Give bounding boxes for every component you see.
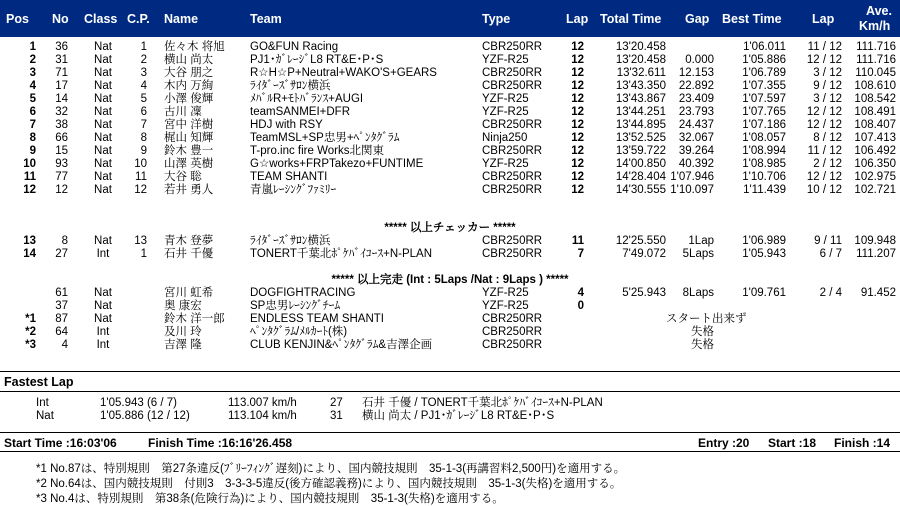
entry-count: Entry :20 — [698, 436, 750, 450]
cell-name: 鈴木 豊一 — [164, 145, 214, 157]
cell-best-time: 1'05.886 — [742, 54, 786, 66]
cell-cp: 2 — [140, 54, 147, 66]
cell-name: 小澤 俊輝 — [164, 93, 214, 105]
cell-name: 大谷 聡 — [164, 171, 202, 183]
cell-total-time: 7'49.072 — [622, 248, 666, 260]
cell-ave-speed: 107.413 — [854, 132, 896, 144]
cell-team: TeamMSL+SP忠男+ﾍﾟﾝﾀｸﾞﾗﾑ — [250, 132, 400, 144]
cell-name: 宮川 虹希 — [164, 287, 214, 299]
cell-no: 66 — [55, 132, 68, 144]
cell-name: 青木 登夢 — [164, 235, 214, 247]
cell-pos: 13 — [23, 235, 36, 247]
cell-best-time: 1'05.943 — [742, 248, 786, 260]
cell-type: CBR250RR — [482, 171, 543, 183]
cell-total-time: 13'43.350 — [615, 80, 666, 92]
header-name: Name — [164, 12, 199, 26]
cell-best-time: 1'09.761 — [742, 287, 786, 299]
cell-gap: 1'10.097 — [670, 184, 714, 196]
cell-no: 15 — [55, 145, 68, 157]
cell-lap: 12 — [571, 171, 584, 183]
cell-pos: 10 — [23, 158, 36, 170]
cell-type: YZF-R25 — [482, 93, 529, 105]
cell-type: CBR250RR — [482, 235, 543, 247]
cell-type: YZF-R25 — [482, 300, 529, 312]
cell-total-time: 13'20.458 — [615, 41, 666, 53]
table-row — [0, 80, 900, 92]
fastest-no: 27 — [330, 397, 343, 409]
cell-no: 64 — [55, 326, 68, 338]
cell-lap: 11 — [571, 235, 584, 247]
note-2: *2 No.64は、国内競技規則 付則3 3-3-3-5違反(後方確認義務)により、国内競技規則 35-1-3(失格)を適用する。 — [36, 478, 622, 490]
cell-pos: *2 — [25, 326, 36, 338]
cell-no: 77 — [55, 171, 68, 183]
cell-pos: *1 — [25, 313, 36, 325]
cell-best-lap: 12 / 12 — [806, 54, 842, 66]
cell-team: HDJ with RSY — [250, 119, 323, 131]
fastest-lap-row — [0, 397, 900, 409]
cell-gap: 24.437 — [678, 119, 714, 131]
header-type: Type — [482, 12, 511, 26]
cell-name: 山澤 英樹 — [164, 158, 214, 170]
header-cp: C.P. — [127, 12, 150, 26]
cell-best-time: 1'07.765 — [742, 106, 786, 118]
cell-pos: 14 — [23, 248, 36, 260]
cell-no: 93 — [55, 158, 68, 170]
cell-cp: 1 — [140, 248, 147, 260]
cell-best-lap: 12 / 12 — [806, 119, 842, 131]
cell-best-lap: 12 / 12 — [806, 171, 842, 183]
cell-name: 宮中 洋樹 — [164, 119, 214, 131]
header-team: Team — [250, 12, 282, 26]
header-gap: Gap — [685, 12, 710, 26]
header-kmh: Km/h — [859, 19, 891, 33]
header-best-lap: Lap — [812, 12, 835, 26]
cell-lap: 12 — [571, 184, 584, 196]
cell-type: YZF-R25 — [482, 158, 529, 170]
cell-name: 木内 万絢 — [164, 80, 214, 92]
cell-class: Nat — [94, 184, 112, 196]
header-lap: Lap — [566, 12, 589, 26]
cell-name: 横山 尚太 — [164, 54, 214, 66]
table-row — [0, 41, 900, 53]
table-row — [0, 132, 900, 144]
cell-no: 37 — [55, 300, 68, 312]
cell-gap: 12.153 — [678, 67, 714, 79]
table-row — [0, 171, 900, 183]
cell-cp: 5 — [140, 93, 147, 105]
fastest-class: Int — [36, 397, 49, 409]
cell-team: ﾒﾊﾞﾙR+ﾓﾄﾊﾞﾗﾝｽ+AUGI — [250, 93, 364, 105]
cell-best-time: 1'10.706 — [742, 171, 786, 183]
cell-class: Nat — [94, 313, 112, 325]
cell-type: Ninja250 — [482, 132, 528, 144]
cell-class: Nat — [94, 67, 112, 79]
cell-team: TEAM SHANTI — [250, 171, 328, 183]
cell-type: CBR250RR — [482, 184, 543, 196]
cell-lap: 12 — [571, 54, 584, 66]
cell-team: DOGFIGHTRACING — [250, 287, 356, 299]
cell-lap: 0 — [577, 300, 584, 312]
cell-name: 石井 千優 — [164, 248, 214, 260]
cell-name: 吉澤 隆 — [164, 339, 202, 351]
cell-no: 8 — [61, 235, 68, 247]
cell-team: teamSANMEI+DFR — [250, 106, 351, 118]
cell-no: 87 — [55, 313, 68, 325]
cell-name: 奥 康宏 — [164, 300, 202, 312]
cell-no: 27 — [55, 248, 68, 260]
cell-name: 佐々木 将旭 — [164, 41, 225, 53]
cell-gap: 0.000 — [685, 54, 714, 66]
cell-type: YZF-R25 — [482, 54, 529, 66]
cell-team: ﾗｲﾀﾞｰｽﾞｻﾛﾝ横浜 — [250, 80, 331, 92]
cell-gap: 1Lap — [688, 235, 714, 247]
cell-type: CBR250RR — [482, 145, 543, 157]
fastest-time: 1'05.886 (12 / 12) — [100, 410, 190, 422]
cell-best-time: 1'06.011 — [743, 41, 786, 53]
cell-no: 71 — [55, 67, 68, 79]
cell-team: PJ1･ｶﾞﾚｰｼﾞL8 RT&E･P･S — [250, 54, 384, 66]
cell-no: 31 — [55, 54, 68, 66]
cell-pos: 11 — [23, 171, 36, 183]
cell-class: Nat — [94, 80, 112, 92]
cell-total-time: 13'52.525 — [615, 132, 666, 144]
divider — [0, 432, 900, 433]
divider — [0, 391, 900, 392]
cell-total-time: 14'28.404 — [615, 171, 666, 183]
fastest-no: 31 — [330, 410, 343, 422]
fastest-lap-row — [0, 410, 900, 422]
header-no: No — [52, 12, 69, 26]
cell-best-lap: 2 / 4 — [819, 287, 842, 299]
cell-best-lap: 3 / 12 — [813, 67, 842, 79]
fastest-class: Nat — [36, 410, 54, 422]
cell-best-time: 1'06.989 — [742, 235, 786, 247]
cell-lap: 7 — [577, 248, 584, 260]
cell-ave-speed: 102.721 — [854, 184, 896, 196]
checker-banner: ***** 以上チェッカー ***** — [384, 222, 516, 234]
cell-ave-speed: 102.975 — [854, 171, 896, 183]
cell-name: 大谷 朋之 — [164, 67, 214, 79]
cell-cp: 7 — [140, 119, 147, 131]
table-row — [0, 235, 900, 247]
cell-best-time: 1'11.439 — [743, 184, 786, 196]
cell-best-lap: 2 / 12 — [813, 158, 842, 170]
cell-team: T-pro.inc fire Works北関東 — [250, 145, 384, 157]
cell-gap: 23.793 — [678, 106, 714, 118]
cell-cp: 12 — [134, 184, 147, 196]
cell-best-lap: 8 / 12 — [813, 132, 842, 144]
cell-team: ﾍﾟﾝﾀｸﾞﾗﾑ/ﾒﾙｶｰﾄ(株) — [250, 326, 348, 338]
cell-total-time: 12'25.550 — [615, 235, 666, 247]
cell-name: 鈴木 洋一郎 — [164, 313, 225, 325]
cell-lap: 12 — [571, 158, 584, 170]
cell-gap: 23.409 — [678, 93, 714, 105]
cell-class: Nat — [94, 145, 112, 157]
cell-type: CBR250RR — [482, 313, 543, 325]
cell-best-lap: 11 / 12 — [807, 41, 842, 53]
cell-cp: 13 — [134, 235, 147, 247]
cell-class: Nat — [94, 235, 112, 247]
cell-cp: 1 — [140, 41, 147, 53]
cell-lap: 12 — [571, 119, 584, 131]
cell-best-time: 1'07.186 — [742, 119, 786, 131]
cell-class: Nat — [94, 93, 112, 105]
cell-gap: 1'07.946 — [670, 171, 714, 183]
finish-time: Finish Time :16:16'26.458 — [148, 436, 293, 450]
cell-team: CLUB KENJIN&ﾍﾟﾝﾀｸﾞﾗﾑ&吉澤企画 — [250, 339, 433, 351]
cell-no: 32 — [55, 106, 68, 118]
cell-pos: 2 — [29, 54, 36, 66]
fastest-speed: 113.104 km/h — [228, 410, 297, 422]
cell-type: CBR250RR — [482, 41, 543, 53]
start-count: Start :18 — [768, 436, 817, 450]
cell-best-lap: 10 / 12 — [806, 184, 842, 196]
cell-class: Nat — [94, 171, 112, 183]
cell-type: CBR250RR — [482, 326, 543, 338]
table-row — [0, 54, 900, 66]
table-row — [0, 93, 900, 105]
table-row — [0, 106, 900, 118]
cell-class: Nat — [94, 158, 112, 170]
divider — [0, 371, 900, 372]
cell-team: R☆H☆P+Neutral+WAKO'S+GEARS — [250, 67, 437, 79]
cell-best-lap: 6 / 7 — [819, 248, 842, 260]
cell-class: Nat — [94, 119, 112, 131]
cell-pos: 4 — [29, 80, 36, 92]
header-pos: Pos — [6, 12, 29, 26]
cell-no: 4 — [61, 339, 68, 351]
fastest-time: 1'05.943 (6 / 7) — [100, 397, 177, 409]
cell-cp: 4 — [140, 80, 147, 92]
cell-no: 12 — [55, 184, 68, 196]
cell-total-time: 13'43.867 — [615, 93, 666, 105]
cell-best-lap: 12 / 12 — [806, 106, 842, 118]
cell-lap: 4 — [577, 287, 584, 299]
cell-class: Nat — [94, 41, 112, 53]
note-1: *1 No.87は、特別規則 第27条違反(ﾌﾞﾘｰﾌｨﾝｸﾞ遅刻)により、国内競技規則 35-1-3(再講習料2,500円)を適用する。 — [36, 463, 626, 475]
table-row — [0, 287, 900, 299]
cell-gap: 5Laps — [682, 248, 714, 260]
header-best-time: Best Time — [722, 12, 782, 26]
cell-pos: 3 — [29, 67, 36, 79]
cell-pos: 8 — [29, 132, 36, 144]
cell-pos: 7 — [29, 119, 36, 131]
cell-class: Nat — [94, 287, 112, 299]
table-row — [0, 119, 900, 131]
cell-lap: 12 — [571, 80, 584, 92]
cell-cp: 11 — [135, 171, 147, 183]
cell-type: CBR250RR — [482, 339, 543, 351]
cell-team: SP忠男ﾚｰｼﾝｸﾞﾁｰﾑ — [250, 300, 341, 312]
start-time: Start Time :16:03'06 — [4, 436, 117, 450]
cell-best-lap: 3 / 12 — [813, 93, 842, 105]
cell-lap: 12 — [571, 67, 584, 79]
table-row — [0, 145, 900, 157]
finish-banner: ***** 以上完走 (Int : 5Laps /Nat : 9Laps ) ***** — [331, 274, 569, 286]
cell-pos: 5 — [29, 93, 36, 105]
cell-team: ﾗｲﾀﾞｰｽﾞｻﾛﾝ横浜 — [250, 235, 331, 247]
cell-ave-speed: 106.492 — [854, 145, 896, 157]
table-row — [0, 248, 900, 260]
cell-best-time: 1'07.597 — [742, 93, 786, 105]
cell-team: 青嵐ﾚｰｼﾝｸﾞﾌｧﾐﾘｰ — [250, 184, 337, 196]
cell-no: 14 — [55, 93, 68, 105]
finish-count: Finish :14 — [834, 436, 891, 450]
cell-team: G☆works+FRPTakezo+FUNTIME — [250, 158, 424, 170]
cell-type: YZF-R25 — [482, 287, 529, 299]
table-row — [0, 184, 900, 196]
cell-type: YZF-R25 — [482, 106, 529, 118]
table-row — [0, 300, 900, 312]
cell-pos: *3 — [25, 339, 36, 351]
cell-gap: 39.264 — [678, 145, 714, 157]
cell-gap: 40.392 — [678, 158, 714, 170]
cell-class: Nat — [94, 132, 112, 144]
cell-team: ENDLESS TEAM SHANTI — [250, 313, 384, 325]
cell-total-time: 13'44.895 — [615, 119, 666, 131]
cell-cp: 9 — [140, 145, 147, 157]
cell-lap: 12 — [571, 93, 584, 105]
cell-total-time: 5'25.943 — [622, 287, 666, 299]
cell-ave-speed: 106.350 — [854, 158, 896, 170]
cell-type: CBR250RR — [482, 80, 543, 92]
cell-lap: 12 — [571, 106, 584, 118]
cell-type: CBR250RR — [482, 119, 543, 131]
cell-no: 36 — [55, 41, 68, 53]
cell-type: CBR250RR — [482, 248, 543, 260]
cell-best-lap: 9 / 12 — [813, 80, 842, 92]
cell-total-time: 13'44.251 — [615, 106, 666, 118]
cell-name: 梶山 知輝 — [164, 132, 214, 144]
cell-ave-speed: 109.948 — [854, 235, 896, 247]
cell-no: 38 — [55, 119, 68, 131]
cell-type: CBR250RR — [482, 67, 543, 79]
cell-best-time: 1'08.985 — [742, 158, 786, 170]
cell-lap: 12 — [571, 41, 584, 53]
cell-total-time: 13'59.722 — [615, 145, 666, 157]
cell-best-lap: 9 / 11 — [814, 235, 842, 247]
fastest-rider: 石井 千優 / TONERT千葉北ﾎﾟｹﾊﾞｲｺｰｽ+N-PLAN — [362, 397, 603, 409]
cell-class: Int — [96, 326, 110, 338]
cell-ave-speed: 108.407 — [854, 119, 896, 131]
fastest-rider: 横山 尚太 / PJ1･ｶﾞﾚｰｼﾞL8 RT&E･P･S — [362, 410, 555, 422]
cell-pos: 12 — [23, 184, 36, 196]
cell-class: Nat — [94, 300, 112, 312]
cell-class: Int — [96, 339, 110, 351]
cell-lap: 12 — [571, 145, 584, 157]
cell-best-lap: 11 / 12 — [807, 145, 842, 157]
fastest-speed: 113.007 km/h — [228, 397, 297, 409]
cell-total-time: 13'32.611 — [616, 67, 666, 79]
cell-ave-speed: 108.491 — [854, 106, 896, 118]
header-total-time: Total Time — [600, 12, 662, 26]
table-row — [0, 339, 900, 351]
cell-gap: 8Laps — [682, 287, 714, 299]
cell-ave-speed: 108.610 — [854, 80, 896, 92]
cell-ave-speed: 111.716 — [856, 41, 896, 53]
cell-ave-speed: 91.452 — [860, 287, 896, 299]
cell-name: 若井 勇人 — [164, 184, 214, 196]
results-table-header — [0, 0, 900, 37]
cell-ave-speed: 110.045 — [855, 67, 896, 79]
header-ave: Ave. — [866, 4, 892, 18]
cell-gap: スタート出来ず — [666, 313, 747, 325]
cell-total-time: 14'00.850 — [615, 158, 666, 170]
cell-class: Nat — [94, 54, 112, 66]
cell-cp: 3 — [140, 67, 147, 79]
cell-no: 61 — [55, 287, 68, 299]
cell-gap: 32.067 — [678, 132, 714, 144]
cell-gap: 失格 — [691, 326, 714, 338]
cell-class: Int — [96, 248, 110, 260]
cell-class: Nat — [94, 106, 112, 118]
cell-ave-speed: 111.716 — [856, 54, 896, 66]
fastest-lap-title: Fastest Lap — [4, 375, 74, 389]
table-row — [0, 326, 900, 338]
divider — [0, 451, 900, 452]
cell-best-time: 1'08.994 — [742, 145, 786, 157]
table-row — [0, 158, 900, 170]
cell-best-time: 1'06.789 — [742, 67, 786, 79]
cell-pos: 1 — [29, 41, 36, 53]
cell-pos: 6 — [29, 106, 36, 118]
table-row — [0, 67, 900, 79]
cell-total-time: 14'30.555 — [615, 184, 666, 196]
note-3: *3 No.4は、特別規則 第38条(危険行為)により、国内競技規則 35-1-3(失格)を適用する。 — [36, 493, 504, 505]
cell-team: GO&FUN Racing — [250, 41, 339, 53]
cell-gap: 失格 — [691, 339, 714, 351]
cell-name: 古川 凜 — [164, 106, 202, 118]
cell-ave-speed: 108.542 — [854, 93, 896, 105]
cell-total-time: 13'20.458 — [615, 54, 666, 66]
table-row — [0, 313, 900, 325]
cell-cp: 6 — [140, 106, 147, 118]
cell-best-time: 1'07.355 — [742, 80, 786, 92]
cell-ave-speed: 111.207 — [856, 248, 896, 260]
cell-lap: 12 — [571, 132, 584, 144]
cell-cp: 8 — [140, 132, 147, 144]
cell-name: 及川 玲 — [164, 326, 202, 338]
cell-best-time: 1'08.057 — [742, 132, 786, 144]
cell-cp: 10 — [134, 158, 147, 170]
cell-pos: 9 — [29, 145, 36, 157]
header-class: Class — [84, 12, 118, 26]
cell-team: TONERT千葉北ﾎﾟｹﾊﾞｲｺｰｽ+N-PLAN — [250, 248, 433, 260]
cell-no: 17 — [55, 80, 68, 92]
cell-gap: 22.892 — [678, 80, 714, 92]
